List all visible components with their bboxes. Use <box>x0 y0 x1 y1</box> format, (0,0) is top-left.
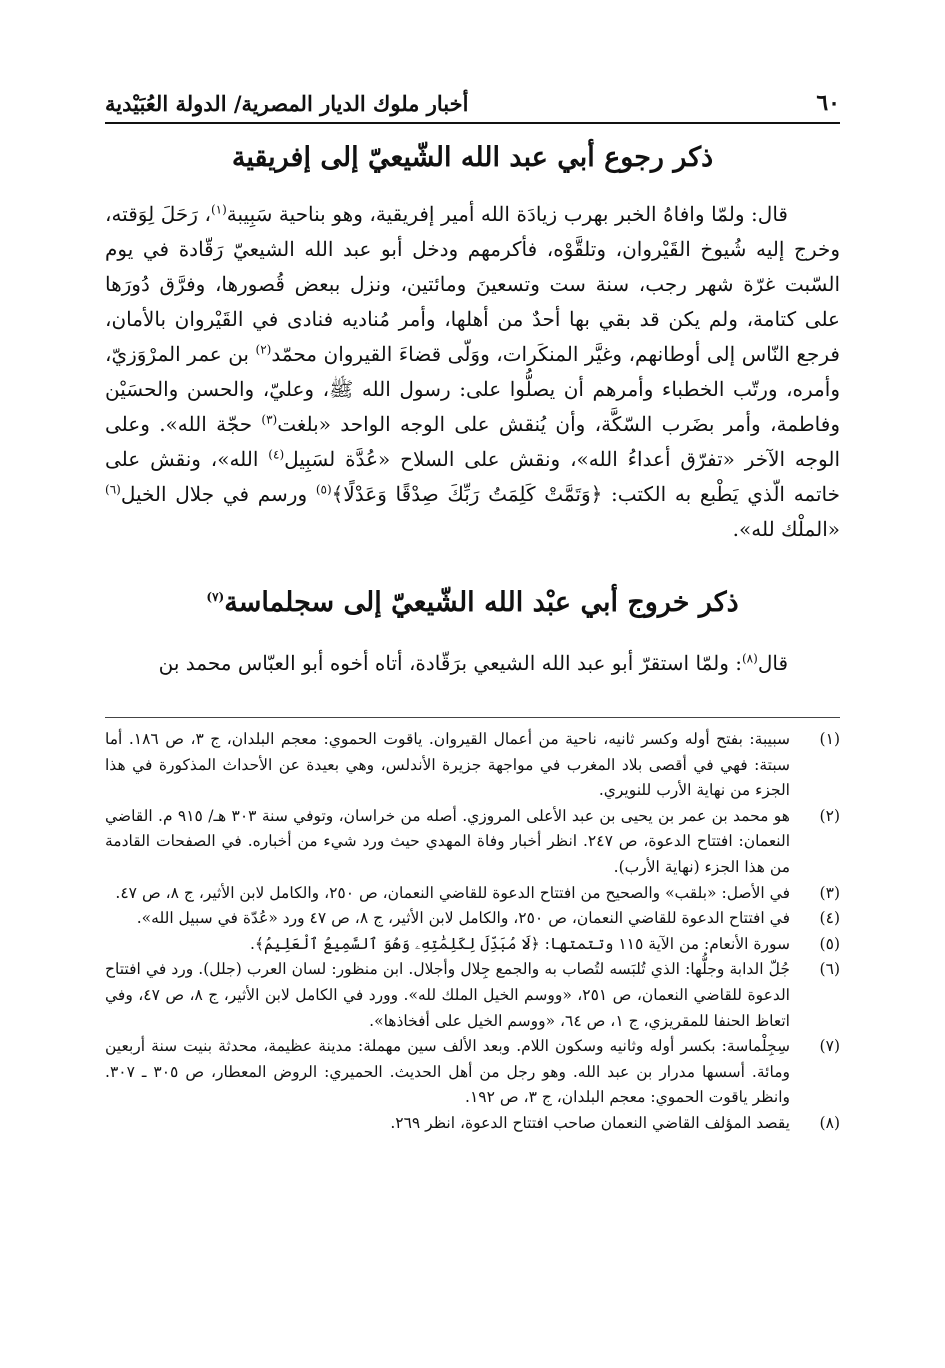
footnote-number: (٣) <box>819 883 840 902</box>
footnote <box>105 957 840 1034</box>
footnote <box>105 932 840 958</box>
footnote-ref: (٢) <box>255 342 272 357</box>
footnote <box>105 1111 840 1137</box>
footnote <box>105 804 840 881</box>
footnotes <box>105 727 840 1137</box>
footnote-number: (٦) <box>819 960 840 979</box>
footnote-ref: (٣) <box>261 412 278 427</box>
footnote-number: (٥) <box>819 934 840 953</box>
footnote <box>105 727 840 804</box>
body-text-section-2 <box>105 646 840 681</box>
footnote-ref: (٨) <box>741 651 758 666</box>
footnote-ref: (٥) <box>315 482 332 497</box>
footnote-text: جُلّ الدابة وجلُّها: الذي تُلبَسه لتُصاب به والجمع جِلال وأجلال. ابن منظور: لسان العرب (جلل). ورد في افتتاح الدعوة للقاضي النعمان، ص ٢٥١، «ووسم الخيل الملك لله». وورد في الكامل لابن الأثير، ج ٨، ص ٤٧، وفي اتعاظ الحنفا للمقريزي، ج ١، ص ٦٤، «ووسم الخيل على أفخاذها». <box>105 960 790 1030</box>
paragraph: قال: ولمّا وافاهُ الخبر بهرب زيادَة الله أمير إفريقية، وهو بناحية سَبِيبة$^{(١)}$، رَحَلَ لِوَقته، وخرج إليه شُيوخ القَيْروان، وتلقَّوْه، فأكرمهم ودخل أبو عبد الله الشيعيّ رَقّادة في يوم السّبت غرّة شهر رجب، سنة ست وتسعينَ ومائتين، ونزل ببعض قُصورها، وفرَّق دُورَها على كتامة، ولم يكن قد بقي بها أحدٌ من أهلها، وأمر مُناديه فنادى في القَيْروان بالأمان، فرجع النّاس إلى أوطانهم، وغيَّر المنكَرات، ووَلّى قضاءَ القيروان محمّد$^{(٢)}$ بن عمر المرْوَزيّ، وأمره، ورتّب الخطباء وأمرهم أن يصلُّوا على: رسول الله ﷺ، وعليّ، والحسن والحسَيْن وفاطمة، وأمر بضَرب السّكَّة، وأن يُنقش على الوجه الواحد «بلغت$^{(٣)}$ حجّة الله». وعلى الوجه الآخر «تفرّق أعداءُ الله»، ونقش على السلاح «عُدَّة لسَبِيل$^{(٤)}$ الله»، ونقش على خاتمه الّذي يَطْبع به الكتب: ﴿وَتَمَّتْ كَلِمَتُ رَبِّكَ صِدْقًا وَعَدْلًا﴾$^{(٥)}$ ورسم في جلال الخيل$^{(٦)}$ «الملْك لله». <box>105 202 840 541</box>
footnote-text: سِجِلْماسة: بكسر أوله وثانيه وسكون اللام. وبعد الألف سين مهملة: مدينة عظيمة، محدثة بنيت سنة أربعين ومائة. أسسها مدرار بن عبد الله. وهو رجل من أهل الحديث. الحميري: الروض المعطار، ص ٣٠٥ ـ ٣٠٧. وانظر ياقوت الحموي: معجم البلدان، ج ٣، ص ١٩٢. <box>105 1037 790 1107</box>
footnote-text: هو محمد بن عمر بن يحيى بن عبد الأعلى المروزي. أصله من خراسان، وتوفي سنة ٣٠٣ هـ/ ٩١٥ م. القاضي النعمان: افتتاح الدعوة، ص ٢٤٧. انظر أخبار وفاة المهدي حيث ورد شيء من أخباره. في الصفحات القادمة من هذا الجزء (نهاية الأرب). <box>105 806 791 876</box>
section-heading-return: ذكر رجوع أبي عبد الله الشّيعيّ إلى إفريقية <box>231 142 714 173</box>
footnote <box>105 1034 840 1111</box>
footnote-number: (١) <box>819 730 840 748</box>
page-number: ٦٠ <box>816 89 840 116</box>
footnote-divider <box>105 717 840 718</box>
footnote-text: سبيبة: بفتح أوله وكسر ثانيه، ناحية من أعمال القيروان. ياقوت الحموي: معجم البلدان، ج ٣، ص ١٨٦. أما سبتة: فهي في أقصى بلاد المغرب في مواجهة جزيرة الأندلس، وهي بعيدة عن الأحداث المذكورة في هذا الجزء من نهاية الأرب للنويري. <box>105 730 790 800</box>
footnote-number: (٢) <box>819 806 840 825</box>
running-title: أخبار ملوك الديار المصرية/ الدولة العُبَيْدية <box>105 90 469 116</box>
section-heading-sijilmasa: ذكر خروج أبي عبْد الله الشّيعيّ إلى سجلماسة$^{(٧)}$ <box>206 587 739 618</box>
footnote-ref: (٦) <box>105 482 121 497</box>
footnote-ref: (١) <box>210 202 227 217</box>
footnote-text: يقصد المؤلف القاضي النعمان صاحب افتتاح الدعوة، انظر ٢٦٩. <box>390 1113 790 1132</box>
footnote-text: في الأصل: «بلقب» والصحيح من افتتاح الدعوة للقاضي النعمان، ص ٢٥٠، والكامل لابن الأثير، ج ٨، ص ٤٧. <box>115 883 790 902</box>
footnote <box>105 881 840 907</box>
paragraph: قال$^{(٨)}$: ولمّا استقرّ أبو عبد الله الشيعي برَقّادة، أتاه أخوه أبو العبّاس محمد بن <box>158 651 788 675</box>
running-head <box>105 80 840 124</box>
footnote-text: في افتتاح الدعوة للقاضي النعمان، ص ٢٥٠، والكامل لابن الأثير، ج ٨، ص ٤٧ ورد «عُدّة في سبيل الله». <box>136 909 790 928</box>
footnote <box>105 906 840 932</box>
footnote-number: (٧) <box>819 1037 840 1056</box>
footnote-number: (٨) <box>819 1113 840 1132</box>
footnote-ref: (٧) <box>206 590 225 604</box>
footnote-text: سورة الأنعام: من الآية ١١٥ وتتمتها: ﴿لَا مُبَدِّلَ لِكَلِمَٰتِهِۦ وَهُوَ ٱلسَّمِيعُ ٱلْعَلِيمُ﴾. <box>249 934 790 953</box>
footnote-number: (٤) <box>819 909 840 928</box>
body-text-section-1 <box>105 197 840 547</box>
footnote-ref: (٤) <box>268 447 285 462</box>
